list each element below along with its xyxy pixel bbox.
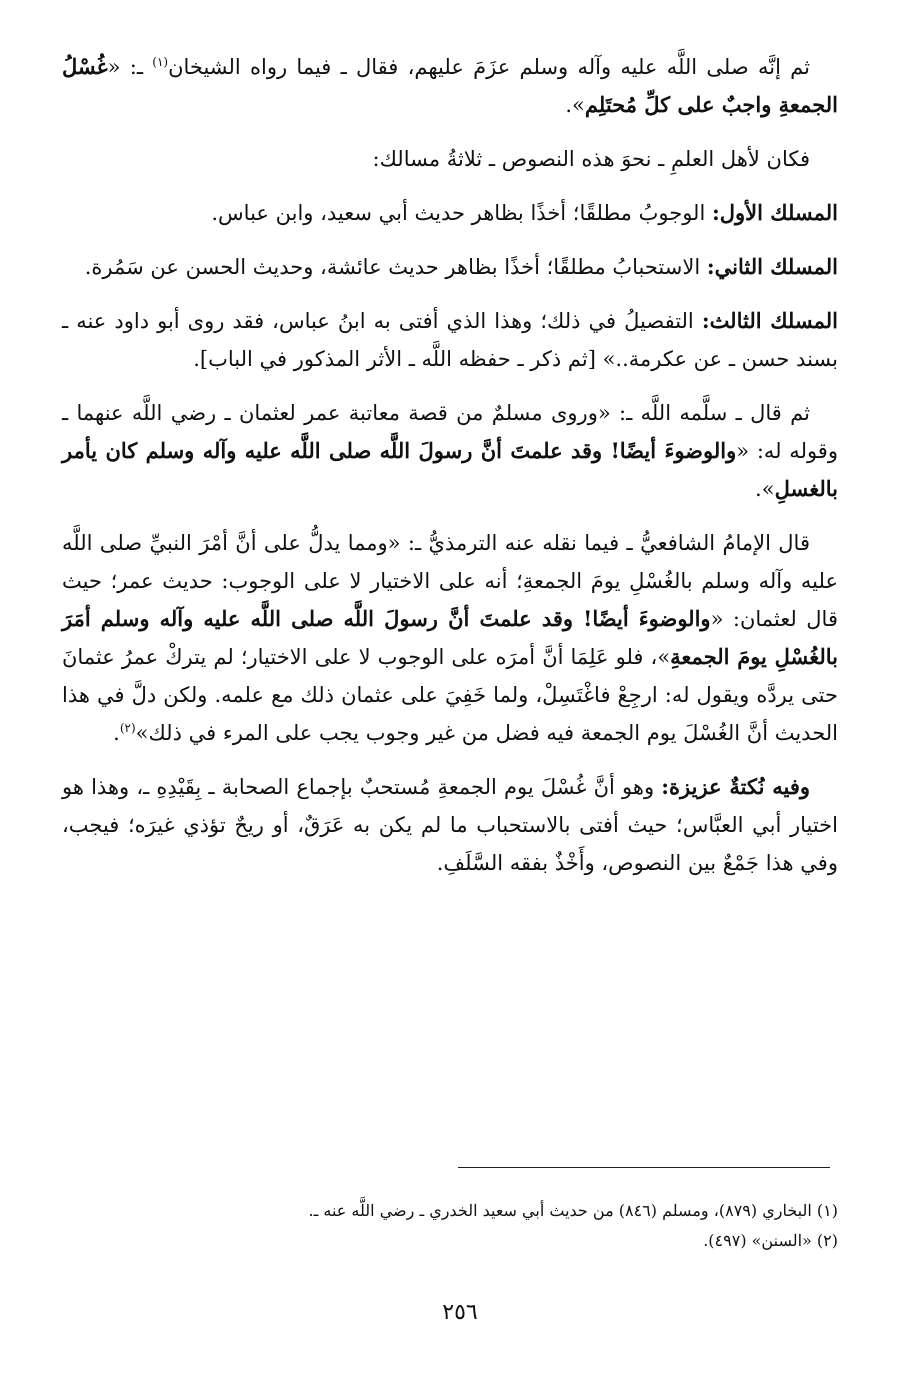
paragraph — [62, 394, 838, 508]
footnote-1: (١) البخاري (٨٧٩)، ومسلم (٨٤٦) من حديث أبي سعيد الخدري ـ رضي اللَّه عنه ـ. — [308, 1201, 838, 1220]
footnote-separator — [458, 1167, 830, 1168]
text-run: ـ: « — [107, 55, 153, 79]
bold-text: المسلك الثاني: — [706, 254, 838, 279]
text-run: ». — [755, 477, 775, 501]
paragraph — [62, 768, 838, 882]
text-run: وهو أنَّ غُسْلَ يوم الجمعةِ مُستحبٌ بإجماع الصحابة ـ بِقَيْدِهِ ـ، وهذا هو اختيار أبي العبَّاس؛ حيث أفتى بالاستحباب ما لم يكن به عَرَقٌ، أو ريحٌ تؤذي غيرَه؛ فيجب، وفي هذا جَمْعٌ بين النصوص، وأَخْذٌ بفقه السَّلَفِ. — [62, 775, 838, 875]
paragraph — [62, 140, 838, 178]
paragraph — [62, 524, 838, 752]
bold-text: والوضوءَ أيضًا! وقد علمتَ أنَّ رسولَ اللَّه صلى اللَّه عليه وآله وسلم كان يأمر بالغسلِ — [62, 438, 838, 501]
bold-text: غُسْلُ الجمعةِ واجبٌ على كلِّ مُحتَلِم — [62, 54, 838, 117]
text-run: . — [113, 721, 120, 745]
text-run: الوجوبُ مطلقًا؛ أخذًا بظاهر حديث أبي سعيد، وابن عباس. — [211, 201, 712, 225]
text-run: التفصيلُ في ذلك؛ وهذا الذي أفتى به ابنُ عباس، فقد روى أبو داود عنه ـ بسند حسن ـ عن عكرمة..» [ثم ذكر ـ حفظه اللَّه ـ الأثر المذكور في الباب]. — [62, 309, 838, 371]
bold-text: وفيه نُكتةٌ عزيزة: — [661, 774, 810, 799]
paragraph — [62, 302, 838, 378]
bold-text: المسلك الثالث: — [701, 308, 838, 333]
text-run: ثم قال ـ سلَّمه اللَّه ـ: «وروى مسلمٌ من قصة معاتبة عمر لعثمان ـ رضي اللَّه عنهما ـ وقوله له: « — [62, 401, 838, 463]
paragraph — [62, 194, 838, 232]
text-run: الاستحبابُ مطلقًا؛ أخذًا بظاهر حديث عائشة، وحديث الحسن عن سَمُرة. — [84, 255, 707, 279]
footnote-2: (٢) «السنن» (٤٩٧). — [703, 1231, 838, 1250]
text-run: ثم إنَّه صلى اللَّه عليه وآله وسلم عزَمَ عليهم، فقال ـ فيما رواه الشيخان — [168, 55, 810, 79]
text-run: قال الإمامُ الشافعيُّ ـ فيما نقله عنه الترمذيُّ ـ: «ومما يدلُّ على أنَّ أمْرَ النبيِّ صلى اللَّه عليه وآله وسلم بالغُسْلِ يومَ الجمعةِ؛ أنه على الاختيار لا على الوجوب: حديث عمر؛ حيث قال لعثمان: « — [62, 531, 838, 631]
footnote-ref: (١) — [152, 55, 169, 69]
text-run: »، فلو عَلِمَا أنَّ أمرَه على الوجوب لا على الاختيار؛ لم يتركْ عمرُ عثمانَ حتى يردَّه ويقول له: ارجِعْ فاغْتَسِلْ، ولما خَفِيَ على عثمان ذلك مع علمه. ولكن دلَّ في هذا الحديث أنَّ الغُسْلَ يوم الجمعة فيه فضل من غير وجوب يجب على المرء في ذلك» — [62, 645, 838, 745]
bold-text: والوضوءَ أيضًا! وقد علمتَ أنَّ رسولَ اللَّه صلى اللَّه عليه وآله وسلم أمَرَ بالغُسْلِ يومَ الجمعةِ — [62, 606, 839, 669]
footnotes — [62, 1196, 838, 1256]
text-run: ». — [565, 93, 585, 117]
text-run: فكان لأهل العلمِ ـ نحوَ هذه النصوص ـ ثلاثةُ مسالك: — [372, 147, 810, 171]
page-number: ٢٥٦ — [442, 1300, 478, 1325]
paragraph — [62, 48, 838, 124]
bold-text: المسلك الأول: — [711, 200, 838, 225]
footnote-ref: (٢) — [119, 721, 136, 735]
paragraph — [62, 248, 838, 286]
main-text — [62, 48, 838, 898]
